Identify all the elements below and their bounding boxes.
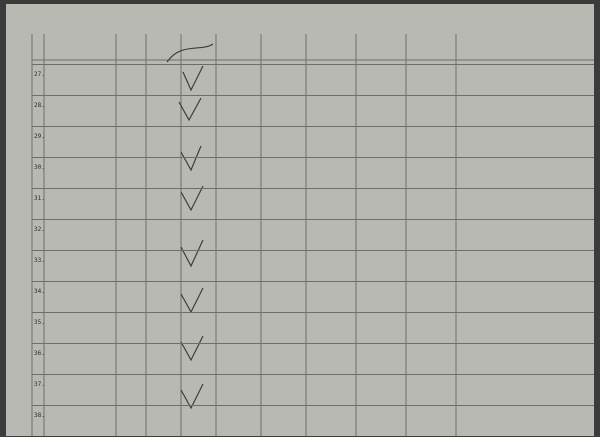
row-number: 32. <box>34 226 45 233</box>
row-number: 36. <box>34 350 45 357</box>
row-number: 30. <box>34 164 45 171</box>
table-row <box>32 405 594 437</box>
row-number: 37. <box>34 381 45 388</box>
table-row <box>32 126 594 158</box>
row-number: 34. <box>34 288 45 295</box>
table-row <box>32 312 594 344</box>
row-number: 38. <box>34 412 45 419</box>
row-number: 28. <box>34 102 45 109</box>
table-row <box>32 219 594 251</box>
table-row <box>32 157 594 189</box>
table-row <box>32 250 594 282</box>
table-row <box>32 343 594 375</box>
row-number: 35. <box>34 319 45 326</box>
table-row <box>32 281 594 313</box>
table-row <box>32 188 594 220</box>
row-number: 27. <box>34 71 45 78</box>
row-number: 29. <box>34 133 45 140</box>
table-row <box>32 374 594 406</box>
ledger-sheet <box>6 4 594 436</box>
row-number: 31. <box>34 195 45 202</box>
table-row <box>32 64 594 96</box>
row-number: 33. <box>34 257 45 264</box>
table-row <box>32 95 594 127</box>
